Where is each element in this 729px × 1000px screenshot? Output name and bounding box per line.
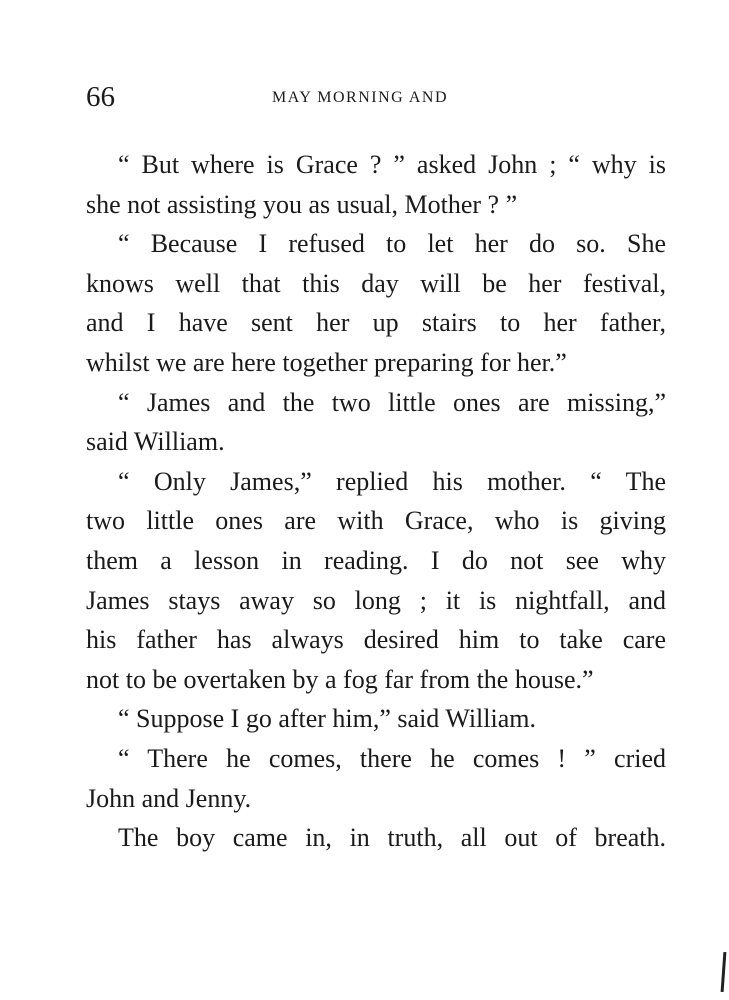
text-line: two little ones are with Grace, who is giving xyxy=(86,506,666,536)
running-head xyxy=(86,80,666,114)
text-line: The boy came in, in truth, all out of breath. xyxy=(118,823,666,853)
text-line: his father has always desired him to take care xyxy=(86,625,666,655)
text-line: said William. xyxy=(86,427,225,457)
text-line: them a lesson in reading. I do not see why xyxy=(86,545,666,575)
text-line: whilst we are here together preparing for her.” xyxy=(86,347,567,377)
text-line: “ There he comes, there he comes ! ” cried xyxy=(118,743,666,773)
text-line: “ Suppose I go after him,” said William. xyxy=(118,704,536,734)
text-line: “ Only James,” replied his mother. “ The xyxy=(118,466,666,496)
text-line: and I have sent her up stairs to her father, xyxy=(86,308,666,338)
text-line: not to be overtaken by a fog far from the house.” xyxy=(86,664,594,694)
text-line: “ James and the two little ones are missing,” xyxy=(118,387,666,417)
text-line: James stays away so long ; it is nightfall, and xyxy=(86,585,666,615)
text-line: “ But where is Grace ? ” asked John ; “ why is xyxy=(118,150,666,179)
body-text xyxy=(86,145,666,858)
text-line: John and Jenny. xyxy=(86,783,252,813)
page-number: 66 xyxy=(86,81,115,113)
text-line: she not assisting you as usual, Mother ? ” xyxy=(86,189,518,219)
text-line: “ Because I refused to let her do so. She xyxy=(118,229,666,259)
text-line: knows well that this day will be her festival, xyxy=(86,268,666,298)
running-title: MAY MORNING AND xyxy=(272,89,448,106)
scan-edge-mark xyxy=(721,952,727,992)
